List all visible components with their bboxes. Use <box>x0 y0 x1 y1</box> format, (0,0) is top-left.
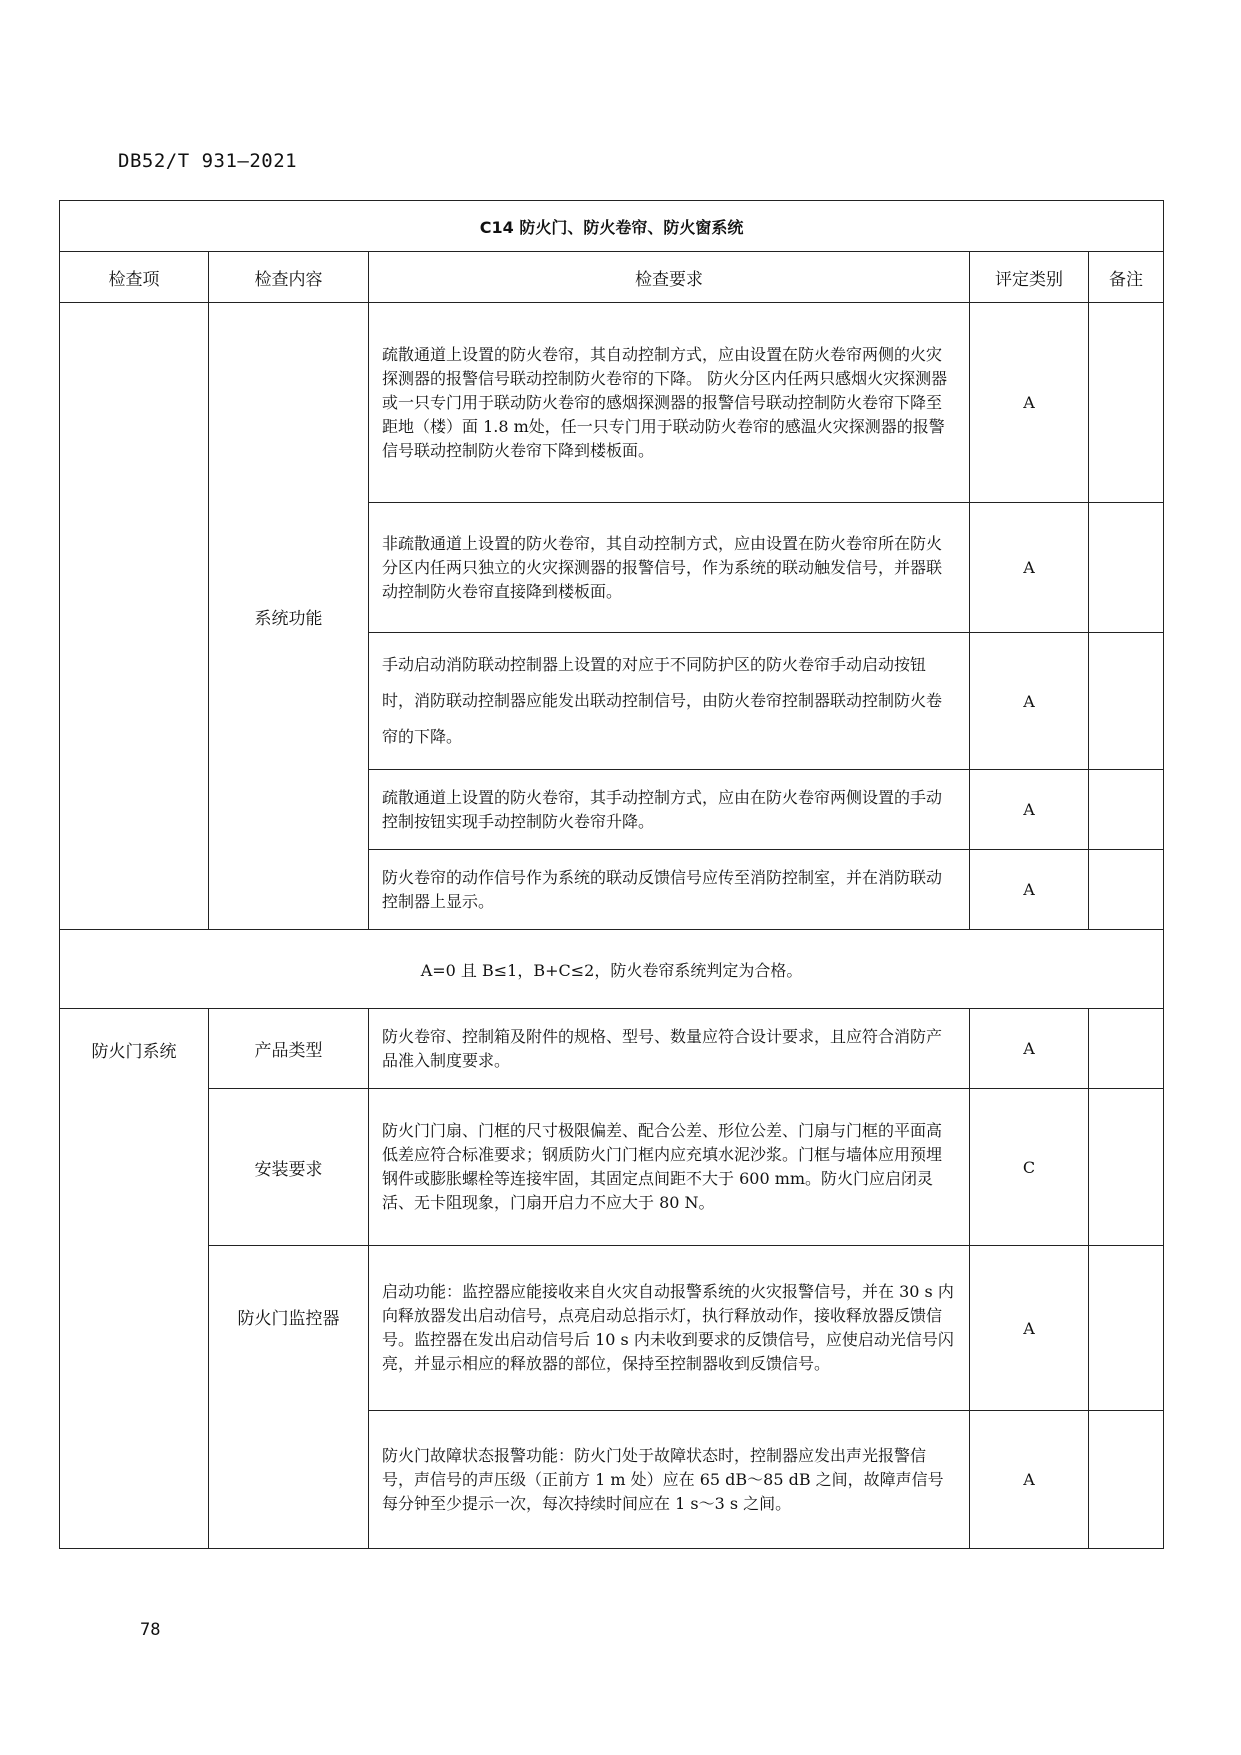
check-item-fire-door-system: 防火门系统 <box>60 1009 209 1549</box>
note-cell <box>1089 503 1164 633</box>
column-header-grade: 评定类别 <box>970 252 1089 303</box>
requirement-cell: 防火门故障状态报警功能：防火门处于故障状态时，控制器应发出声光报警信号，声信号的声压级（正前方 1 m 处）应在 65 dB～85 dB 之间，故障声信号每分钟至少提示一次，每次持续时间应在 1 s～3 s 之间。 <box>369 1411 970 1549</box>
requirement-cell: 疏散通道上设置的防火卷帘，其手动控制方式，应由在防火卷帘两侧设置的手动控制按钮实现手动控制防火卷帘升降。 <box>369 770 970 850</box>
note-cell <box>1089 1089 1164 1246</box>
check-content-product-type: 产品类型 <box>209 1009 369 1089</box>
table-title: C14 防火门、防火卷帘、防火窗系统 <box>60 201 1164 252</box>
check-content-installation: 安装要求 <box>209 1089 369 1246</box>
document-code: DB52/T 931—2021 <box>118 150 298 172</box>
note-cell <box>1089 1246 1164 1411</box>
grade-cell: A <box>970 503 1089 633</box>
column-header-note: 备注 <box>1089 252 1164 303</box>
requirement-cell: 启动功能：监控器应能接收来自火灾自动报警系统的火灾报警信号，并在 30 s 内向释放器发出启动信号，点亮启动总指示灯，执行释放动作，接收释放器反馈信号。监控器在发出启动信号后 10 s 内未收到要求的反馈信号，应使启动光信号闪亮，并显示相应的释放器的部位，保持至控制器收到反馈信号。 <box>369 1246 970 1411</box>
grade-cell: A <box>970 770 1089 850</box>
grade-cell: C <box>970 1089 1089 1246</box>
note-cell <box>1089 1411 1164 1549</box>
judgement-summary: A=0 且 B≤1，B+C≤2，防火卷帘系统判定为合格。 <box>60 930 1164 1009</box>
table-row <box>60 1246 1164 1411</box>
requirement-cell: 手动启动消防联动控制器上设置的对应于不同防护区的防火卷帘手动启动按钮时，消防联动控制器应能发出联动控制信号，由防火卷帘控制器联动控制防火卷帘的下降。 <box>369 633 970 770</box>
grade-cell: A <box>970 1009 1089 1089</box>
requirement-cell: 防火卷帘的动作信号作为系统的联动反馈信号应传至消防控制室，并在消防联动控制器上显示。 <box>369 850 970 930</box>
requirement-cell: 非疏散通道上设置的防火卷帘，其自动控制方式，应由设置在防火卷帘所在防火分区内任两只独立的火灾探测器的报警信号，作为系统的联动触发信号，并器联动控制防火卷帘直接降到楼板面。 <box>369 503 970 633</box>
grade-cell: A <box>970 633 1089 770</box>
grade-cell: A <box>970 850 1089 930</box>
note-cell <box>1089 303 1164 503</box>
check-item-cell <box>60 303 209 930</box>
note-cell <box>1089 850 1164 930</box>
inspection-table <box>59 200 1164 1549</box>
requirement-cell: 疏散通道上设置的防火卷帘，其自动控制方式，应由设置在防火卷帘两侧的火灾探测器的报警信号联动控制防火卷帘的下降。 防火分区内任两只感烟火灾探测器或一只专门用于联动防火卷帘的感烟探测器的报警信号联动控制防火卷帘下降至距地（楼）面 1.8 m处，任一只专门用于联动防火卷帘的感温火灾探测器的报警信号联动控制防火卷帘下降到楼板面。 <box>369 303 970 503</box>
check-content-system-function: 系统功能 <box>209 303 369 930</box>
grade-cell: A <box>970 1246 1089 1411</box>
table-row <box>60 303 1164 503</box>
grade-cell: A <box>970 303 1089 503</box>
page-number: 78 <box>140 1620 161 1640</box>
table-row <box>60 1089 1164 1246</box>
note-cell <box>1089 770 1164 850</box>
table-title-row <box>60 201 1164 252</box>
requirement-cell: 防火卷帘、控制箱及附件的规格、型号、数量应符合设计要求，且应符合消防产品准入制度要求。 <box>369 1009 970 1089</box>
check-content-door-monitor: 防火门监控器 <box>209 1246 369 1549</box>
note-cell <box>1089 633 1164 770</box>
table-row <box>60 1009 1164 1089</box>
grade-cell: A <box>970 1411 1089 1549</box>
requirement-cell: 防火门门扇、门框的尺寸极限偏差、配合公差、形位公差、门扇与门框的平面高低差应符合标准要求；钢质防火门门框内应充填水泥沙浆。门框与墙体应用预埋钢件或膨胀螺栓等连接牢固，其固定点间距不大于 600 mm。防火门应启闭灵活、无卡阻现象，门扇开启力不应大于 80 N。 <box>369 1089 970 1246</box>
table-header-row <box>60 252 1164 303</box>
note-cell <box>1089 1009 1164 1089</box>
column-header-requirement: 检查要求 <box>369 252 970 303</box>
column-header-item: 检查项 <box>60 252 209 303</box>
column-header-content: 检查内容 <box>209 252 369 303</box>
summary-row <box>60 930 1164 1009</box>
